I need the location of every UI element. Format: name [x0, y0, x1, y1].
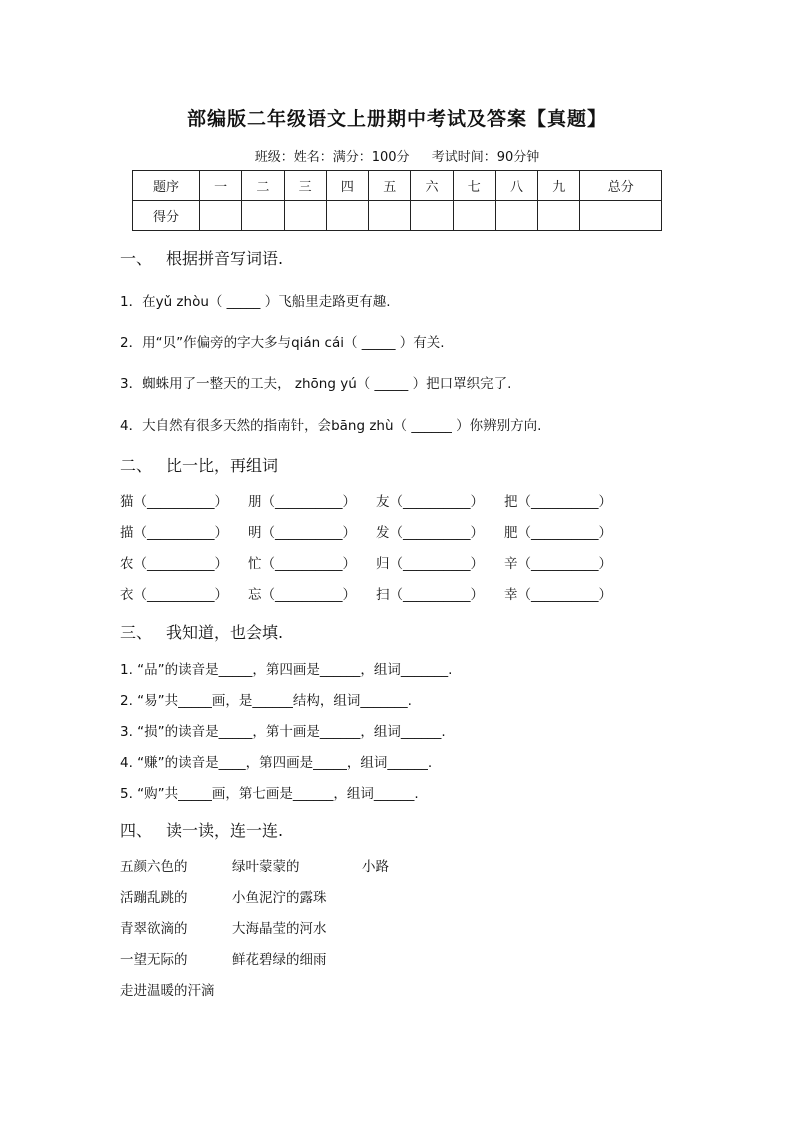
score-header-cell: 九	[538, 171, 580, 201]
word-item: 忙（__________）	[248, 556, 356, 572]
word-item: 把（__________）	[504, 494, 612, 510]
section-number: 三、	[120, 623, 153, 642]
match-left-item: 活蹦乱跳的	[120, 890, 188, 906]
word-row	[120, 521, 632, 541]
question: 4．大自然有很多天然的指南针，会bāng zhù（ ______ ）你辨别方向.	[120, 418, 542, 434]
score-header-cell: 三	[284, 171, 326, 201]
score-table	[132, 170, 662, 231]
match-left-item: 一望无际的	[120, 952, 188, 968]
word-item: 农（__________）	[120, 556, 228, 572]
question: 2. “易”共_____画，是______结构，组词_______.	[120, 693, 412, 709]
section-title: 比一比，再组词	[166, 456, 279, 475]
section-title: 读一读，连一连.	[166, 821, 284, 840]
word-item: 朋（__________）	[248, 494, 356, 510]
score-header-cell: 六	[411, 171, 453, 201]
match-right-item: 小路	[362, 859, 389, 875]
word-item: 发（__________）	[376, 525, 484, 541]
word-item: 幸（__________）	[504, 587, 612, 603]
section-heading	[120, 620, 283, 643]
word-item: 归（__________）	[376, 556, 484, 572]
page-title: 部编版二年级语文上册期中考试及答案【真题】	[186, 108, 607, 130]
score-cell[interactable]	[284, 201, 326, 231]
match-left-item: 五颜六色的	[120, 859, 188, 875]
score-row	[133, 201, 662, 231]
question: 1. “品”的读音是_____，第四画是______，组词_______.	[120, 662, 453, 678]
section-title: 根据拼音写词语.	[166, 249, 284, 268]
question: 4. “赚”的读音是____，第四画是_____，组词______.	[120, 755, 433, 771]
match-middle-item: 大海晶莹的河水	[232, 921, 327, 937]
score-header-cell: 一	[200, 171, 242, 201]
exam-time: 考试时间：90分钟	[431, 150, 540, 165]
match-left-item: 走进温暖的汗滴	[120, 983, 215, 999]
word-item: 明（__________）	[248, 525, 356, 541]
score-header-cell: 七	[453, 171, 495, 201]
word-item: 猫（__________）	[120, 494, 228, 510]
match-middle-item: 绿叶蒙蒙的	[232, 859, 300, 875]
score-cell[interactable]	[369, 201, 411, 231]
match-middle-item: 鲜花碧绿的细雨	[232, 952, 327, 968]
score-header-cell: 五	[369, 171, 411, 201]
section-number: 一、	[120, 249, 153, 268]
question: 3. “损”的读音是_____，第十画是______，组词______.	[120, 724, 446, 740]
word-item: 扫（__________）	[376, 587, 484, 603]
score-header-cell: 题序	[133, 171, 200, 201]
word-item: 忘（__________）	[248, 587, 356, 603]
score-row-label: 得分	[133, 201, 200, 231]
word-row	[120, 552, 632, 572]
score-header-cell: 四	[326, 171, 368, 201]
score-header-row	[133, 171, 662, 201]
score-cell[interactable]	[453, 201, 495, 231]
word-row	[120, 490, 632, 510]
word-item: 衣（__________）	[120, 587, 228, 603]
section-heading	[120, 246, 283, 269]
score-cell[interactable]	[411, 201, 453, 231]
section-heading	[120, 818, 283, 841]
match-middle-item: 小鱼泥泞的露珠	[232, 890, 327, 906]
score-header-cell: 八	[495, 171, 537, 201]
word-item: 描（__________）	[120, 525, 228, 541]
score-header-cell: 二	[242, 171, 284, 201]
word-item: 友（__________）	[376, 494, 484, 510]
question: 5. “购”共_____画，第七画是______，组词______.	[120, 786, 419, 802]
word-row	[120, 583, 632, 603]
word-item: 辛（__________）	[504, 556, 612, 572]
match-left-item: 青翠欲滴的	[120, 921, 188, 937]
score-cell[interactable]	[495, 201, 537, 231]
word-item: 肥（__________）	[504, 525, 612, 541]
question: 1．在yǔ zhòu（ _____ ）飞船里走路更有趣.	[120, 294, 391, 310]
score-cell[interactable]	[242, 201, 284, 231]
question: 2．用“贝”作偏旁的字大多与qián cái（ _____ ）有关.	[120, 335, 445, 351]
score-cell[interactable]	[326, 201, 368, 231]
section-number: 四、	[120, 821, 153, 840]
question: 3．蜘蛛用了一整天的工夫， zhōng yú（ _____ ）把口罩织完了.	[120, 376, 512, 392]
section-title: 我知道，也会填.	[166, 623, 284, 642]
exam-meta	[0, 146, 794, 165]
score-cell[interactable]	[538, 201, 580, 231]
score-cell[interactable]	[580, 201, 662, 231]
score-header-cell: 总分	[580, 171, 662, 201]
section-number: 二、	[120, 456, 153, 475]
class-name-score: 班级：姓名：满分：100分	[254, 150, 410, 165]
section-heading	[120, 453, 278, 476]
score-cell[interactable]	[200, 201, 242, 231]
